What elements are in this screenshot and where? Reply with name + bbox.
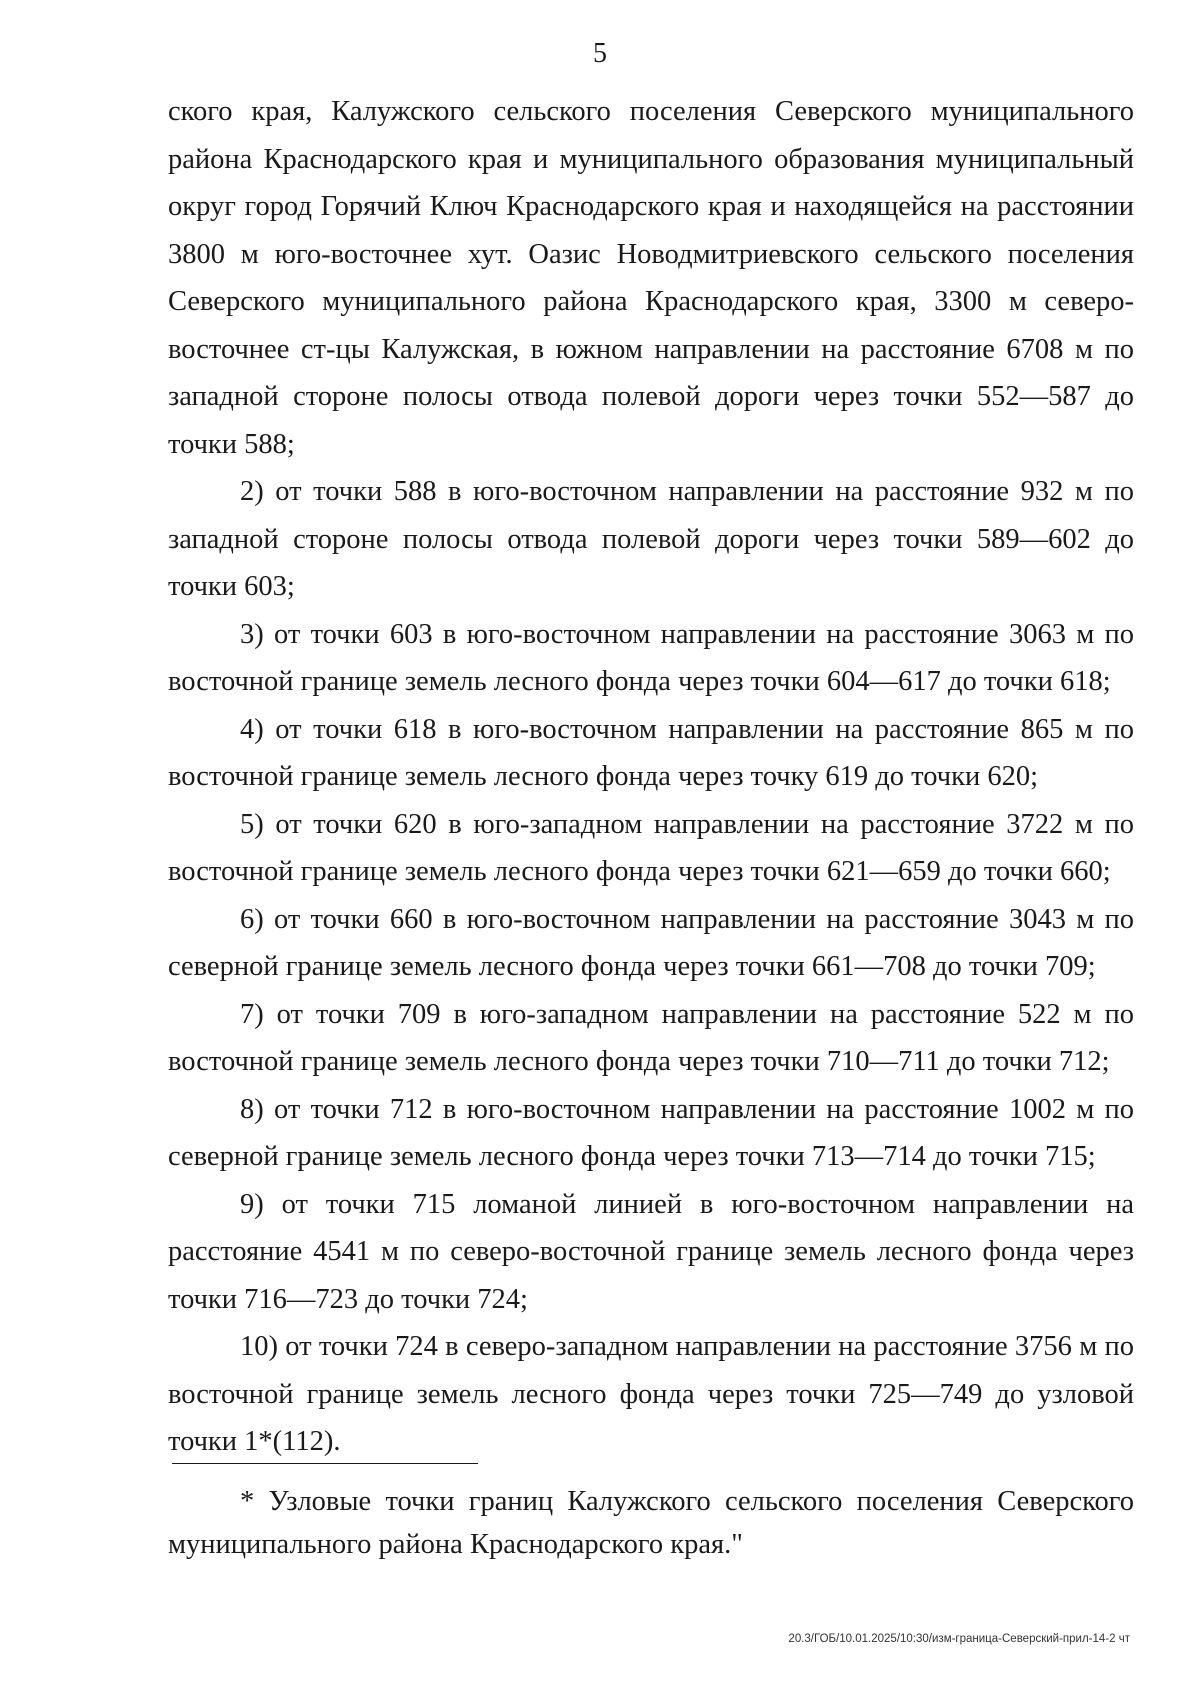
paragraph-item-6: 6) от точки 660 в юго-восточном направлении на расстояние 3043 м по северной границе земель лесного фонда через точки 661—708 до точки 709; <box>168 903 1134 982</box>
footnote-text: * Узловые точки границ Калужского сельского поселения Северского муниципального района Краснодарского края." <box>168 1486 1134 1560</box>
paragraph-item-10: 10) от точки 724 в северо-западном направлении на расстояние 3756 м по восточной границе земель лесного фонда через точки 725—749 до узловой точки 1*(112). <box>168 1331 1134 1457</box>
page-number: 5 <box>593 38 607 69</box>
paragraph-item-2: 2) от точки 588 в юго-восточном направлении на расстояние 932 м по западной стороне полосы отвода полевой дороги через точки 589—602 до точки 603; <box>168 476 1134 602</box>
document-body <box>168 88 1134 1466</box>
paragraph-intro: ского края, Калужского сельского поселения Северского муниципального района Краснодарского края и муниципального образования муниципальный округ город Горячий Ключ Краснодарского края и находящейся на расстоянии 3800 м юго-восточнее хут. Оазис Новодмитриевского сельского поселения Северского муниципального района Краснодарского края, 3300 м северо-восточнее ст-цы Калужская, в южном направлении на расстояние 6708 м по западной стороне полосы отвода полевой дороги через точки 552—587 до точки 588; <box>168 96 1134 460</box>
paragraph-item-3: 3) от точки 603 в юго-восточном направлении на расстояние 3063 м по восточной границе земель лесного фонда через точки 604—617 до точки 618; <box>168 618 1134 697</box>
document-code: 20.3/ГОБ/10.01.2025/10:30/изм-граница-Северский-прил-14-2 чт <box>788 1633 1130 1645</box>
footnote-divider <box>172 1463 478 1464</box>
paragraph-item-4: 4) от точки 618 в юго-восточном направлении на расстояние 865 м по восточной границе земель лесного фонда через точку 619 до точки 620; <box>168 713 1134 792</box>
paragraph-item-5: 5) от точки 620 в юго-западном направлении на расстояние 3722 м по восточной границе земель лесного фонда через точки 621—659 до точки 660; <box>168 808 1134 887</box>
paragraph-item-8: 8) от точки 712 в юго-восточном направлении на расстояние 1002 м по северной границе земель лесного фонда через точки 713—714 до точки 715; <box>168 1093 1134 1172</box>
paragraph-item-7: 7) от точки 709 в юго-западном направлении на расстояние 522 м по восточной границе земель лесного фонда через точки 710—711 до точки 712; <box>168 998 1134 1077</box>
footnote <box>168 1480 1134 1566</box>
paragraph-item-9: 9) от точки 715 ломаной линией в юго-восточном направлении на расстояние 4541 м по северо-восточной границе земель лесного фонда через точки 716—723 до точки 724; <box>168 1188 1134 1315</box>
